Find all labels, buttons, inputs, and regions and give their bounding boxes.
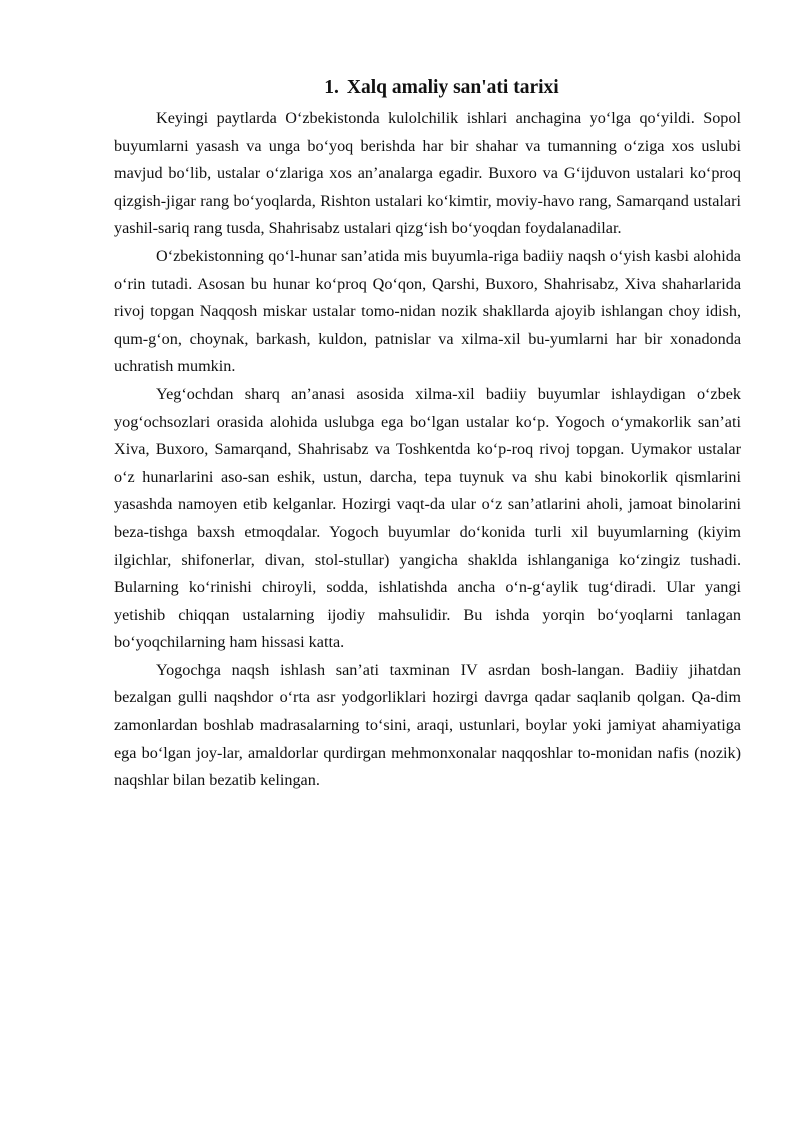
section-number: 1.	[324, 77, 339, 98]
paragraph-pottery: Keyingi paytlarda O‘zbekistonda kulolchilik ishlari anchagina yo‘lga qo‘yildi. Sopol buyumlarni yasash va unga bo‘yoq berishda har bir shahar va tumanning o‘ziga xos uslubi mavjud bo‘lib, ustalar o‘zlariga xos an’analarga egadir. Buxoro va G‘ijduvon ustalari ko‘proq qizgish-jigar rang bo‘yoqlarda, Rishton ustalari ko‘kimtir, moviy-havo rang, Samarqand ustalari yashil-sariq rang tusda, Shahrisabz ustalari qizg‘ish bo‘yoqdan foydalanadilar.	[114, 109, 741, 238]
document-page	[114, 74, 741, 795]
paragraph-woodwork: Yeg‘ochdan sharq an’anasi asosida xilma-xil badiiy buyumlar ishlaydigan o‘zbek yog‘ochsozlari orasida alohida uslubga ega bo‘lgan ustalar ko‘p. Yogoch o‘ymakorlik san’ati Xiva, Buxoro, Samarqand, Shahrisabz va Toshkentda ko‘p-roq rivoj topgan. Uymakor ustalar o‘z hunarlarini aso-san eshik, ustun, darcha, tepa tuynuk va shu kabi binokorlik qismlarini yasashda namoyen etib kelganlar. Hozirgi vaqt-da ular o‘z san’atlarini aholi, jamoat binolarini beza-tishga baxsh etmoqdalar. Yogoch buyumlar do‘konida turli xil buyumlarning (kiyim ilgichlar, shifonerlar, divan, stol-stullar) yangicha shaklda ishlanganiga ko‘zingiz tushadi. Bularning ko‘rinishi chiroyli, sodda, ishlatishda ancha o‘n-g‘aylik tug‘diradi. Ular yangi yetishib chiqqan ustalarning ijodiy mahsulidir. Bu ishda yorqin bo‘yoqlarni tanlagan bo‘yoqchilarning ham hissasi katta.	[114, 384, 741, 652]
section-heading	[114, 74, 741, 102]
paragraph-metalwork: O‘zbekistonning qo‘l-hunar san’atida mis buyumla-riga badiiy naqsh o‘yish kasbi alohida o‘rin tutadi. Asosan bu hunar ko‘proq Qo‘qon, Qarshi, Buxoro, Shahrisabz, Xiva shaharlarida rivoj topgan Naqqosh miskar ustalar tomo-nidan nozik shakllarda ajoyib ishlangan choy idish, qum-g‘on, choynak, barkash, kuldon, patnislar va xilma-xil bu-yumlarni har bir xonadonda uchratish mumkin.	[114, 246, 741, 376]
paragraph-wood-ornament: Yogochga naqsh ishlash san’ati taxminan IV asrdan bosh-langan. Badiiy jihatdan bezalgan gulli naqshdor o‘rta asr yodgorliklari hozirgi davrga qadar saqlanib qolgan. Qa-dim zamonlardan boshlab madrasalarning to‘sini, araqi, ustunlari, boylar yoki jamiyat ahamiyatiga ega bo‘lgan joy-lar, amaldorlar qurdirgan mehmonxonalar naqqoshlar to-monidan nafis (nozik) naqshlar bilan bezatib kelingan.	[114, 660, 741, 790]
section-title: Xalq amaliy san'ati tarixi	[346, 77, 559, 98]
